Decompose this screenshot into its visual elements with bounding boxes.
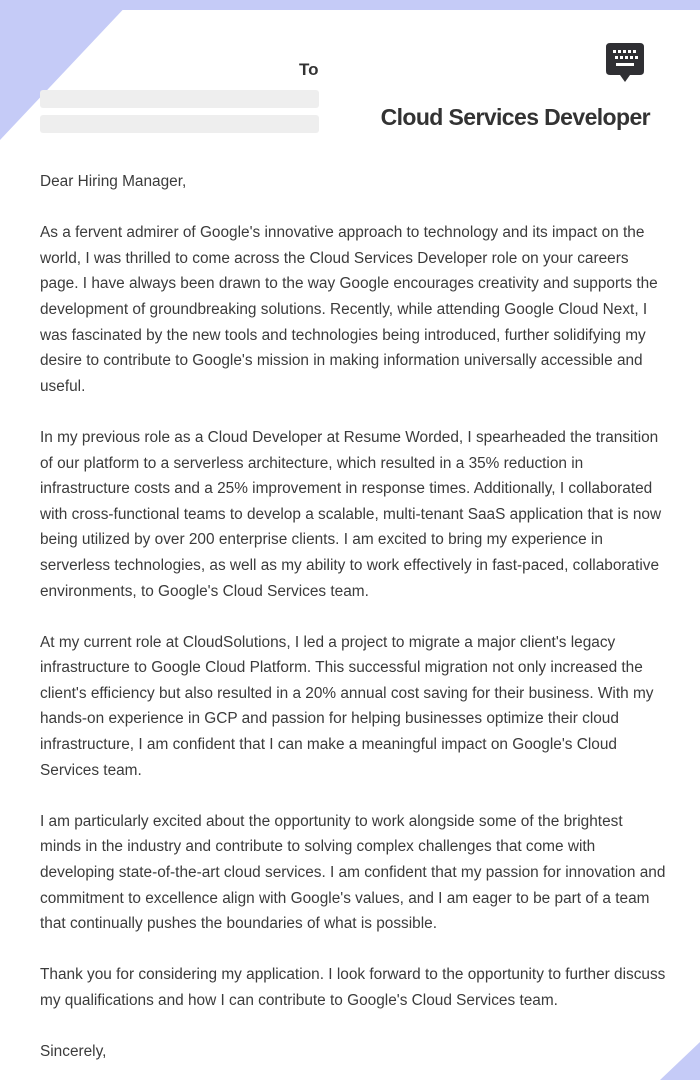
salutation: Dear Hiring Manager, — [40, 173, 187, 190]
job-title-heading: Cloud Services Developer — [380, 104, 650, 130]
letter-paragraph: At my current role at CloudSolutions, I led a project to migrate a major client's legacy infrastructure to Google Cloud Platform. This successful migration not only increased the client's efficiency but also resulted in a 20% annual cost saving for their business. With my hands-on experience in GCP and passion for helping businesses optimize their cloud infrastructure, I am confident that I can make a meaningful impact on Google's Cloud Services team. — [40, 633, 654, 779]
letter-paragraph: I am particularly excited about the opportunity to work alongside some of the brightest minds in the industry and contribute to solving complex challenges that come with developing state-of-the-art cloud services. I am confident that my passion for innovation and commitment to excellence align with Google's values, and I am eager to be part of a team that continually pushes the boundaries of what is possible. — [40, 812, 666, 933]
recipient-name-placeholder — [40, 90, 319, 108]
chat-bubble-icon — [606, 43, 644, 85]
corner-decoration-bottom-right — [660, 1042, 700, 1080]
letter-paragraph: Thank you for considering my application. I look forward to the opportunity to further discuss my qualifications and how I can contribute to Google's Cloud Services team. — [40, 966, 666, 1009]
recipient-to-label: To — [299, 60, 319, 79]
letter-paragraph: In my previous role as a Cloud Developer at Resume Worded, I spearheaded the transition of our platform to a serverless architecture, which resulted in a 35% reduction in infrastructure costs and a 25% improvement in response times. Additionally, I collaborated with cross-functional teams to develop a scalable, multi-tenant SaaS application that is now being utilized by over 200 enterprise clients. I am excited to bring my experience in serverless technologies, as well as my ability to work effectively in fast-paced, collaborative environments, to Google's Cloud Services team. — [40, 428, 662, 600]
closing: Sincerely, — [40, 1043, 107, 1061]
letter-body — [40, 169, 666, 1065]
recipient-address-placeholder — [40, 115, 319, 133]
letter-paragraph: As a fervent admirer of Google's innovative approach to technology and its impact on the world, I was thrilled to come across the Cloud Services Developer role on your careers page. I have always been drawn to the way Google encourages creativity and supports the development of groundbreaking solutions. Recently, while attending Google Cloud Next, I was fascinated by the new tools and technologies being introduced, further solidifying my desire to contribute to Google's mission in making information universally accessible and useful. — [40, 224, 658, 395]
